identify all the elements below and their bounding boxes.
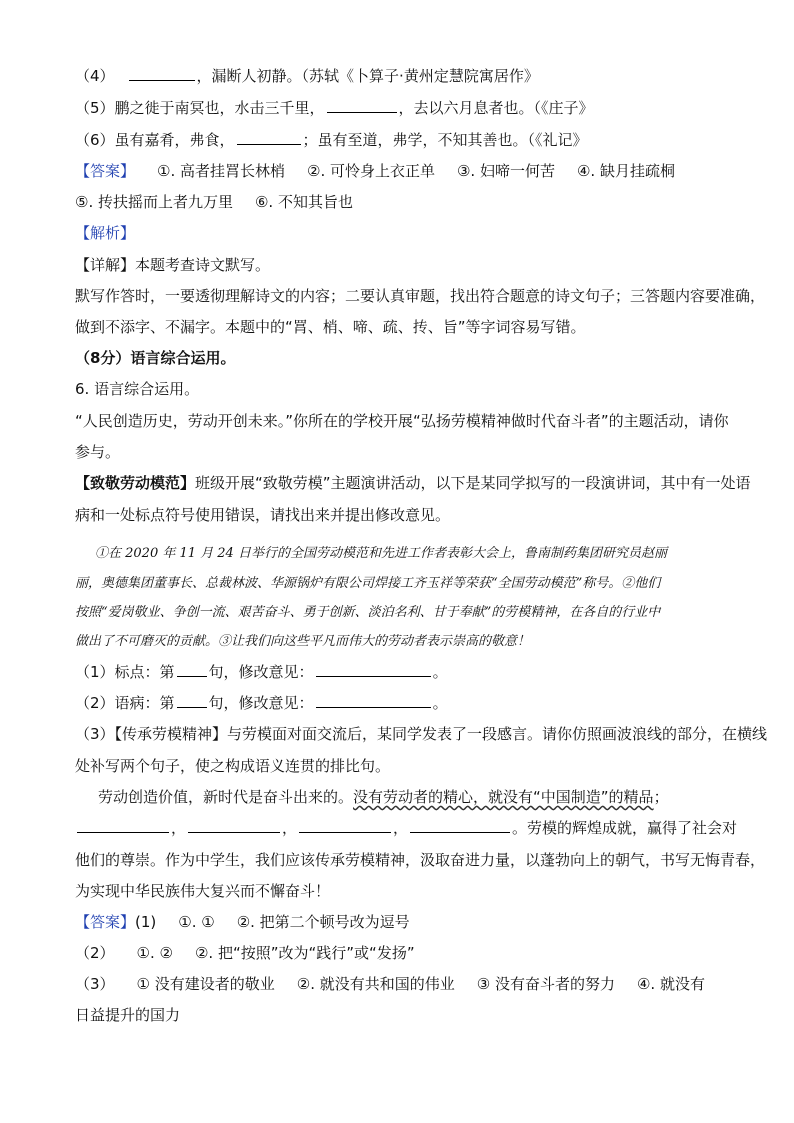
question-6 (75, 130, 735, 150)
sub-question-text: 。 (432, 663, 448, 681)
paragraph-line-2: 他们的尊崇。作为中学生，我们应该传承劳模精神，汲取奋进力量，以蓬勃向上的朝气，书写无悔青春， (75, 851, 766, 869)
question-text-pre: （6）虽有嘉肴，弗食， (75, 131, 235, 149)
answer-item: ③ 没有奋斗者的努力 (476, 975, 615, 993)
separator: ， (282, 819, 298, 837)
answer-item: ①. 高者挂罥长林梢 (157, 162, 285, 180)
sub-question-3-line-2: 处补写两个句子，使之构成语义连贯的排比句。 (75, 757, 391, 775)
question-5 (75, 98, 735, 118)
paragraph-text: ； (653, 788, 669, 806)
paragraph-line-3: 为实现中华民族伟大复兴而不懈奋斗！ (75, 882, 331, 900)
sub-question-3-line-1: （3）【传承劳模精神】与劳模面对面交流后，某同学发表了一段感言。请你仿照画波浪线的部分，在横线 (75, 725, 768, 743)
answer-tag: 【答案】 (75, 913, 136, 931)
sub-question-text: （2）语病：第 (75, 694, 175, 712)
sub-question-text: （1）标点：第 (75, 663, 175, 681)
answer-blank (77, 818, 169, 833)
answer-item: ②. 就没有共和国的伟业 (296, 975, 455, 993)
answer-item: ②. 把“按照”改为“践行”或“发扬” (194, 944, 415, 962)
answer-item: ①. ① (178, 913, 215, 931)
answer-line-2 (75, 192, 735, 212)
answer-blank (177, 693, 207, 708)
intro-line-2: 参与。 (75, 443, 121, 461)
sub-question-text: 句，修改意见： (208, 694, 314, 712)
task-1-tag: 【致敬劳动模范】 (75, 474, 196, 492)
answer-item: ②. 可怜身上衣正单 (307, 162, 435, 180)
answer-line-1 (75, 161, 735, 181)
answer-blank (316, 693, 431, 708)
section-heading: （8分）语言综合运用。 (75, 349, 236, 367)
answer-item: ① 没有建设者的敬业 (136, 975, 275, 993)
answer-blank (177, 662, 207, 677)
question-text-post: ；虽有至道，弗学，不知其善也。（《礼记》 (302, 131, 588, 149)
task-1-line-2: 病和一处标点符号使用错误，请找出来并提出修改意见。 (75, 506, 451, 524)
answer-tag: 【答案】 (75, 162, 136, 180)
answer2-line-2 (75, 943, 735, 963)
answer-item: ③. 妇啼一何苦 (456, 162, 555, 180)
answer-number: （3） (75, 975, 115, 993)
answer-item: ①. ② (136, 944, 173, 962)
passage-line-1: ①在 2020 年 11 月 24 日举行的全国劳动模范和先进工作者表彰大会上，鲁南制药集团研究员赵丽 (95, 546, 667, 561)
passage-line-4: 做出了不可磨灭的贡献。③让我们向这些平凡而伟大的劳动者表示崇高的敬意！ (75, 634, 531, 649)
answer-blank (327, 98, 397, 113)
question-6-title: 6. 语言综合运用。 (75, 380, 200, 398)
answer2-line-1 (75, 912, 735, 932)
question-text-post: ，去以六月息者也。（《庄子》 (398, 99, 594, 117)
answer-blank (188, 818, 280, 833)
fill-in-line (75, 818, 738, 838)
explanation-line-2: 做到不添字、不漏字。本题中的“罥、梢、啼、疏、抟、旨”等字词容易写错。 (75, 318, 586, 336)
answer-item: ②. 把第二个顿号改为逗号 (236, 913, 410, 931)
answer-item: ④. 就没有 (636, 975, 705, 993)
paragraph-text: 劳动创造价值，新时代是奋斗出来的。 (98, 788, 354, 806)
wavy-underlined-sentence: 没有劳动者的精心，就没有“中国制造”的精品 (353, 788, 654, 806)
passage-line-2: 丽，奥德集团董事长、总裁林波、华源锅炉有限公司焊接工齐玉祥等荣获“全国劳动模范”称号。②他们 (75, 576, 661, 591)
separator: ， (393, 819, 409, 837)
answer-blank (410, 818, 510, 833)
sub-question-2 (75, 693, 735, 713)
answer-blank (237, 130, 301, 145)
question-text-pre: （5）鹏之徙于南冥也，水击三千里， (75, 99, 325, 117)
paragraph-line-1 (98, 787, 758, 807)
intro-line-1: “人民创造历史，劳动开创未来。”你所在的学校开展“弘扬劳模精神做时代奋斗者”的主题活动，请你 (75, 412, 729, 430)
separator: ， (171, 819, 187, 837)
question-text: ，漏断人初静。（苏轼《卜算子·黄州定慧院寓居作》 (196, 67, 539, 85)
answer-blank (316, 662, 431, 677)
answer-number: (1) (135, 913, 157, 931)
sub-question-1 (75, 662, 735, 682)
question-4 (75, 66, 735, 86)
analysis-tag: 【解析】 (75, 224, 136, 242)
question-number: （4） (75, 67, 115, 85)
task-1-text: 班级开展“致敬劳模”主题演讲活动，以下是某同学拟写的一段演讲词，其中有一处语 (195, 474, 751, 492)
answer-item: ⑤. 抟扶摇而上者九万里 (75, 193, 233, 211)
answer-blank (299, 818, 391, 833)
answer-item: ⑥. 不知其旨也 (254, 193, 353, 211)
answer-item: ④. 缺月挂疏桐 (576, 162, 675, 180)
answer2-line-4: 日益提升的国力 (75, 1006, 181, 1024)
answer-blank (129, 66, 195, 81)
sub-question-text: 句，修改意见： (208, 663, 314, 681)
sub-question-text: 。 (432, 694, 448, 712)
passage-line-3: 按照“爱岗敬业、争创一流、艰苦奋斗、勇于创新、淡泊名利、甘于奉献”的劳模精神，在各自的行业中 (75, 605, 661, 620)
paragraph-text: 。劳模的辉煌成就，赢得了社会对 (512, 819, 738, 837)
task-1-line-1 (75, 473, 751, 493)
answer-number: （2） (75, 944, 115, 962)
answer2-line-3 (75, 974, 735, 994)
detail-text: 【详解】本题考查诗文默写。 (75, 256, 271, 274)
explanation-line-1: 默写作答时，一要透彻理解诗文的内容；二要认真审题，找出符合题意的诗文句子；三答题内容要准确， (75, 287, 766, 305)
